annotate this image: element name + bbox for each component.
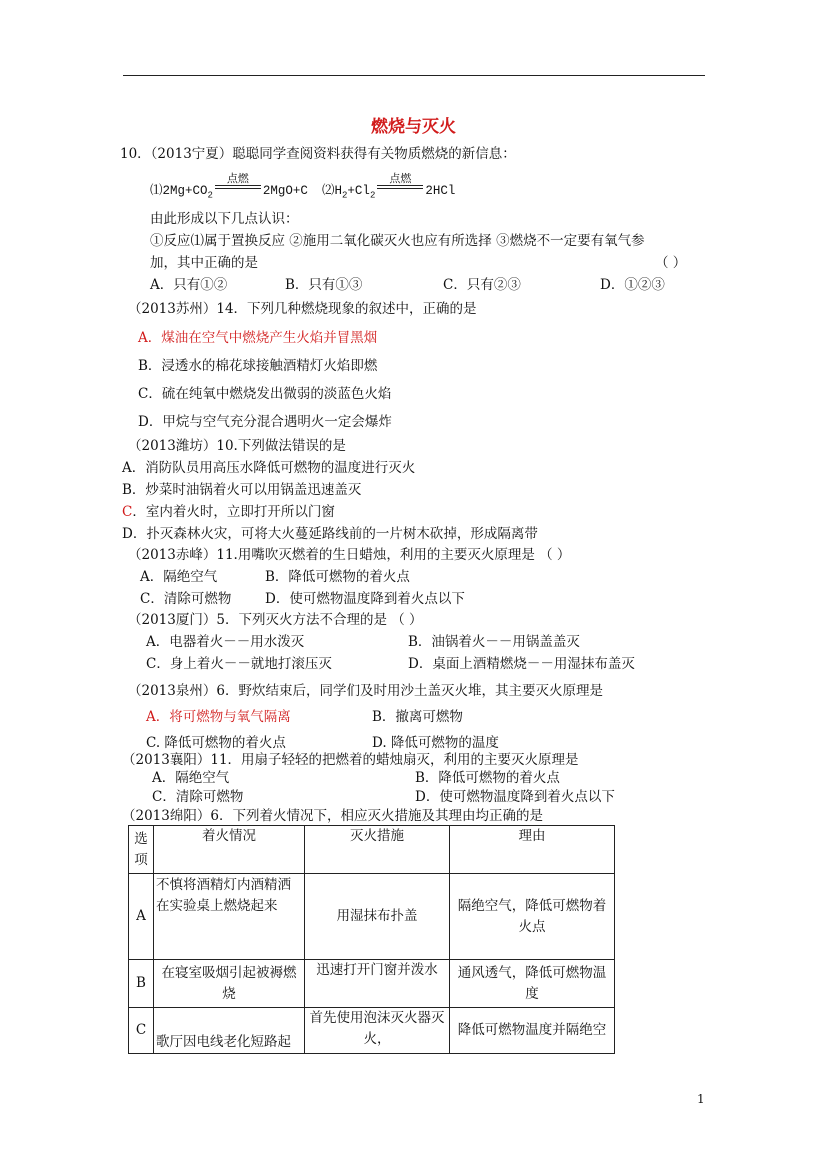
q1-option-d: D．①②③ <box>600 277 665 293</box>
q3-option-d: D．扑灭森林火灾，可将大火蔓延路线前的一片树木砍掉，形成隔离带 <box>122 526 538 542</box>
q3-option-a: A．消防队员用高压水降低可燃物的温度进行灭火 <box>122 460 416 476</box>
row-measure: 首先使用泡沫灭火器灭火， <box>305 1008 450 1054</box>
row-measure: 用湿抹布扑盖 <box>305 874 450 960</box>
row-reason: 隔绝空气，降低可燃物着火点 <box>450 874 615 960</box>
q5-option-a: A．电器着火－－用水泼灭 <box>146 634 305 650</box>
q2-option-a: A．煤油在空气中燃烧产生火焰并冒黑烟 <box>138 330 378 346</box>
row-measure: 迅速打开门窗并泼水 <box>305 960 450 1008</box>
table-row <box>129 874 615 960</box>
q4-option-d: D．使可燃物温度降到着火点以下 <box>265 591 465 607</box>
q3-option-b: B．炒菜时油锅着火可以用锅盖迅速盖灭 <box>122 482 362 498</box>
q1-points-cont: 加，其中正确的是 <box>150 255 258 271</box>
q4-option-c: C．清除可燃物 <box>140 591 232 607</box>
q6-option-a: A．将可燃物与氧气隔离 <box>146 709 291 725</box>
q8-stem: （2013绵阳）6．下列着火情况下，相应灭火措施及其理由均正确的是 <box>122 808 543 824</box>
q6-option-b: B．撤离可燃物 <box>372 709 463 725</box>
q6-option-c: C. 降低可燃物的着火点 <box>146 735 286 751</box>
q1-option-b: B．只有①③ <box>285 277 363 293</box>
row-option: A <box>129 874 154 960</box>
q7-option-c: C．清除可燃物 <box>152 789 244 805</box>
fire-measures-table <box>128 825 615 1054</box>
header-measure: 灭火措施 <box>305 826 450 874</box>
equation-2: $⑵H_2+Cl_2$ 点燃 2HCl <box>322 172 456 201</box>
q2-option-c: C．硫在纯氧中燃烧发出微弱的淡蓝色火焰 <box>138 386 392 402</box>
q2-option-d: D．甲烷与空气充分混合遇明火一定会爆炸 <box>138 414 392 430</box>
q4-option-a: A．隔绝空气 <box>140 569 218 585</box>
row-situation: 在寝室吸烟引起被褥燃烧 <box>154 960 305 1008</box>
row-reason: 通风透气，降低可燃物温度 <box>450 960 615 1008</box>
q6-option-d: D. 降低可燃物的温度 <box>372 735 499 751</box>
q1-option-c: C．只有②③ <box>443 277 521 293</box>
row-situation: 不慎将酒精灯内酒精洒在实验桌上燃烧起来 <box>154 874 305 960</box>
q1-option-a: A．只有①② <box>150 277 228 293</box>
q1-answer-paren: （ ） <box>655 255 687 271</box>
equation-1: $⑴2Mg+CO_2$ 点燃 2MgO+C <box>150 172 308 201</box>
table-row <box>129 960 615 1008</box>
q5-stem: （2013厦门）5．下列灭火方法不合理的是 （ ） <box>128 612 423 628</box>
question-10-stem: 10．（2013宁夏）聪聪同学查阅资料获得有关物质燃烧的新信息： <box>120 146 516 162</box>
condition-mark: 点燃 <box>375 182 425 200</box>
q5-option-d: D．桌面上酒精燃烧－－用湿抹布盖灭 <box>408 656 635 672</box>
row-situation: 歌厅因电线老化短路起 <box>154 1008 305 1054</box>
row-option: B <box>129 960 154 1008</box>
q3-stem: （2013潍坊）10.下列做法错误的是 <box>128 438 346 454</box>
page-title: 燃烧与灭火 <box>371 117 456 137</box>
row-reason: 降低可燃物温度并隔绝空 <box>450 1008 615 1054</box>
q6-stem: （2013泉州）6．野炊结束后，同学们及时用沙土盖灭火堆，其主要灭火原理是 <box>128 683 603 699</box>
q2-stem: （2013苏州）14．下列几种燃烧现象的叙述中，正确的是 <box>128 301 477 317</box>
header-option: 选项 <box>129 826 154 874</box>
table-header-row <box>129 826 615 874</box>
q4-stem: （2013赤峰）11.用嘴吹灭燃着的生日蜡烛，利用的主要灭火原理是 （ ） <box>128 547 571 563</box>
page-number: 1 <box>697 1092 705 1106</box>
row-option: C <box>129 1008 154 1054</box>
table-row <box>129 1008 615 1054</box>
q1-points: ①反应⑴属于置换反应 ②施用二氧化碳灭火也应有所选择 ③燃烧不一定要有氧气参 <box>150 233 645 249</box>
q7-option-a: A．隔绝空气 <box>152 770 230 786</box>
q7-option-d: D．使可燃物温度降到着火点以下 <box>415 789 615 805</box>
condition-mark: 点燃 <box>213 182 263 200</box>
header-rule <box>123 75 705 76</box>
q5-option-c: C．身上着火－－就地打滚压灭 <box>146 656 332 672</box>
header-situation: 着火情况 <box>154 826 305 874</box>
q7-stem: （2013襄阳）11．用扇子轻轻的把燃着的蜡烛扇灭，利用的主要灭火原理是 <box>122 752 579 768</box>
q1-intro: 由此形成以下几点认识： <box>150 211 299 227</box>
q2-option-b: B．浸透水的棉花球接触酒精灯火焰即燃 <box>138 358 378 374</box>
q3-option-c: C．室内着火时，立即打开所以门窗 <box>122 504 335 520</box>
header-reason: 理由 <box>450 826 615 874</box>
q7-option-b: B．降低可燃物的着火点 <box>415 770 560 786</box>
q4-option-b: B．降低可燃物的着火点 <box>265 569 410 585</box>
q5-option-b: B．油锅着火－－用锅盖盖灭 <box>408 634 580 650</box>
